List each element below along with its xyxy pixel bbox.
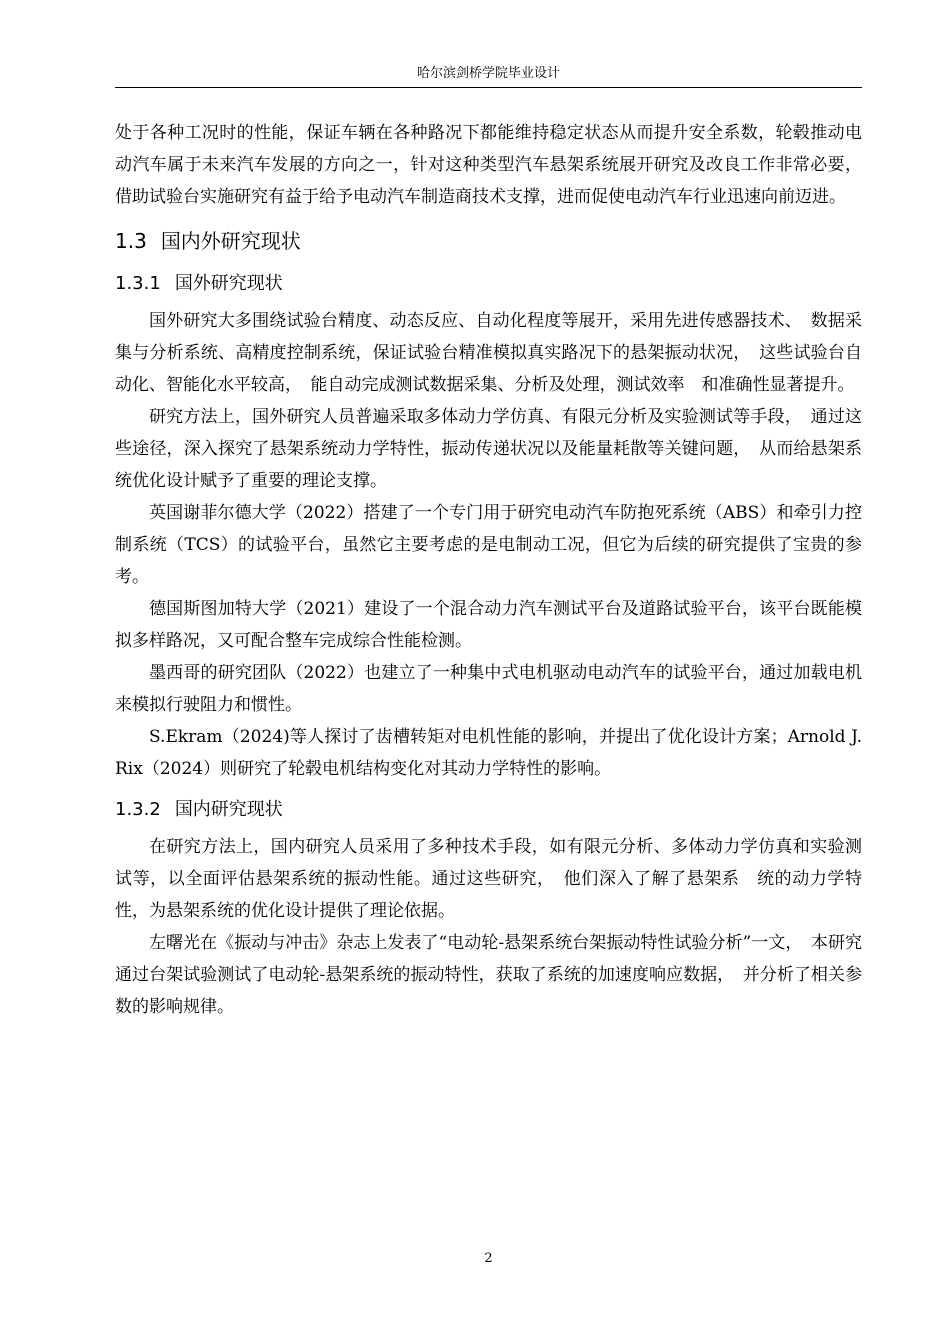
section-heading-1-3 [115,223,862,259]
paragraph-foreign-methods: 研究方法上，国外研究人员普遍采取多体动力学仿真、有限元分析及实验测试等手段， 通过这些途径，深入探究了悬架系统动力学特性，振动传递状况以及能量耗散等关键问题， 从而给悬架系统优化设计赋予了重要的理论支撑。 [115,407,862,491]
section-title: 国内研究现状 [174,799,283,820]
section-title: 国外研究现状 [174,273,283,294]
section-heading-1-3-1 [115,267,862,301]
section-heading-1-3-2 [115,793,862,827]
section-number: 1.3.2 [115,799,161,820]
page-header: 哈尔滨剑桥学院毕业设计 [416,66,560,81]
header-divider [115,87,862,88]
paragraph-zuo-shuguang: 左曙光在《振动与冲击》杂志上发表了“电动轮-悬架系统台架振动特性试验分析”一文， 本研究通过台架试验测试了电动轮-悬架系统的振动特性，获取了系统的加速度响应数据， 并分析了相关参数的影响规律。 [115,933,862,1017]
paragraph-foreign-overview: 国外研究大多围绕试验台精度、动态反应、自动化程度等展开，采用先进传感器技术、 数据采集与分析系统、高精度控制系统，保证试验台精准模拟真实路况下的悬架振动状况， 这些试验台自动化、智能化水平较高， 能自动完成测试数据采集、分析及处理，测试效率 和准确性显著提升。 [115,311,862,395]
document-body [115,117,862,1023]
page-number: 2 [484,1251,493,1266]
paragraph-ekram-rix: S.Ekram（2024)等人探讨了齿槽转矩对电机性能的影响，并提出了优化设计方案；Arnold J. Rix（2024）则研究了轮毂电机结构变化对其动力学特性的影响。 [115,727,862,779]
paragraph-domestic-methods: 在研究方法上，国内研究人员采用了多种技术手段，如有限元分析、多体动力学仿真和实验测试等，以全面评估悬架系统的振动性能。通过这些研究， 他们深入了解了悬架系 统的动力学特性，为悬架系统的优化设计提供了理论依据。 [115,837,862,921]
paragraph-sheffield: 英国谢菲尔德大学（2022）搭建了一个专门用于研究电动汽车防抱死系统（ABS）和牵引力控制系统（TCS）的试验平台，虽然它主要考虑的是电制动工况，但它为后续的研究提供了宝贵的参考。 [115,503,862,587]
section-number: 1.3 [115,229,147,253]
section-title: 国内外研究现状 [160,229,301,253]
section-number: 1.3.1 [115,273,161,294]
paragraph-stuttgart: 德国斯图加特大学（2021）建设了一个混合动力汽车测试平台及道路试验平台，该平台既能模拟多样路况，又可配合整车完成综合性能检测。 [115,599,862,651]
intro-paragraph: 处于各种工况时的性能，保证车辆在各种路况下都能维持稳定状态从而提升安全系数，轮毂推动电动汽车属于未来汽车发展的方向之一，针对这种类型汽车悬架系统展开研究及改良工作非常必要，借助试验台实施研究有益于给予电动汽车制造商技术支撑，进而促使电动汽车行业迅速向前迈进。 [115,123,862,207]
paragraph-mexico: 墨西哥的研究团队（2022）也建立了一种集中式电机驱动电动汽车的试验平台，通过加载电机来模拟行驶阻力和惯性。 [115,663,862,715]
